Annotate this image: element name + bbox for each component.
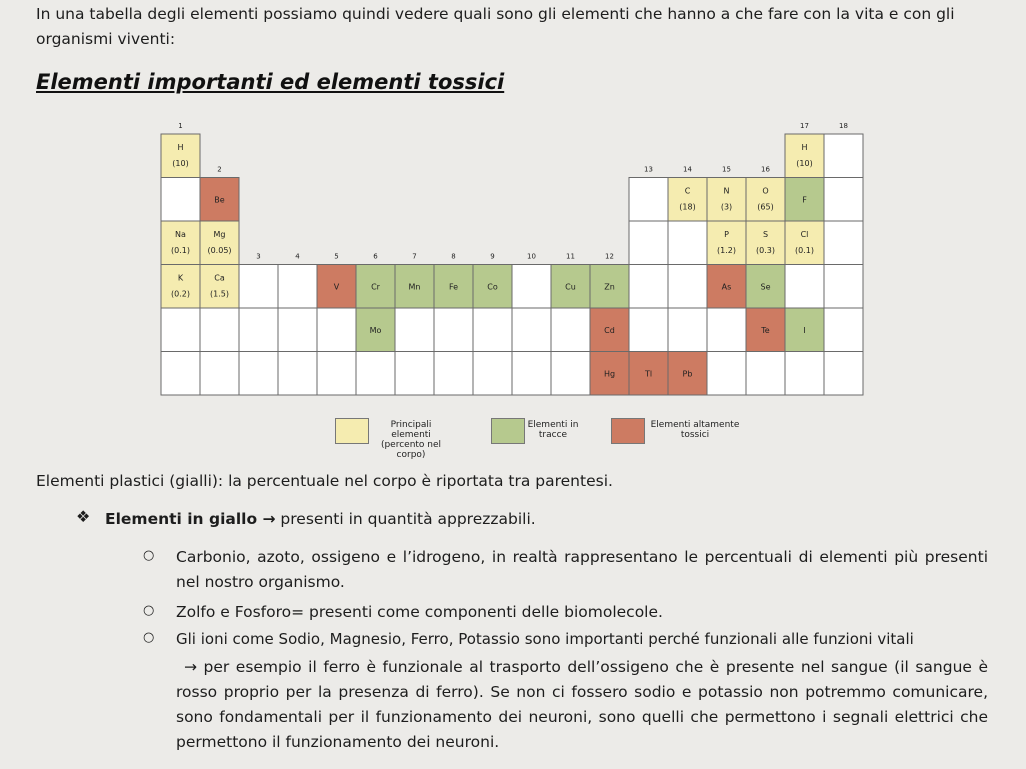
element-cell-h <box>785 134 824 178</box>
group-number-label: 2 <box>217 165 222 174</box>
group-number-label: 9 <box>490 252 495 261</box>
element-symbol: Mg <box>213 230 226 239</box>
group-number-label: 4 <box>295 252 300 261</box>
section-heading: Elementi importanti ed elementi tossici <box>36 70 505 94</box>
element-cell-empty <box>473 308 512 352</box>
element-cell-empty <box>200 308 239 352</box>
group-number-label: 7 <box>412 252 417 261</box>
element-cell-empty <box>824 178 863 222</box>
element-symbol: C <box>684 186 691 196</box>
element-percentage: (18) <box>679 202 696 212</box>
legend-label-toxic: Elementi altamente tossici <box>650 420 740 440</box>
element-cell-empty <box>668 221 707 265</box>
element-symbol: Cd <box>604 325 615 335</box>
element-cell-be <box>200 178 239 222</box>
diamond-bullet-icon: ❖ <box>76 507 91 526</box>
element-cell-f <box>785 178 824 222</box>
element-cell-empty <box>824 134 863 178</box>
element-cell-empty <box>395 308 434 352</box>
intro-paragraph: In una tabella degli elementi possiamo quindi vedere quali sono gli elementi che hanno a che fare con la vita e con gli organismi viventi: <box>36 5 955 48</box>
element-symbol: H <box>801 143 808 152</box>
element-cell-ca <box>200 265 239 309</box>
element-cell-empty <box>395 352 434 396</box>
element-symbol: Se <box>760 282 771 292</box>
element-cell-as <box>707 265 746 309</box>
element-cell-cu <box>551 265 590 309</box>
legend-swatch-toxic <box>611 418 645 444</box>
element-cell-empty <box>629 221 668 265</box>
element-symbol: O <box>762 186 769 196</box>
element-symbol: Cu <box>565 282 576 292</box>
element-cell-fe <box>434 265 473 309</box>
element-cell-empty <box>707 308 746 352</box>
element-percentage: (1.2) <box>717 246 736 255</box>
element-cell-cd <box>590 308 629 352</box>
element-symbol: H <box>177 143 184 152</box>
legend <box>335 418 755 460</box>
element-cell-empty <box>278 265 317 309</box>
element-cell-empty <box>239 308 278 352</box>
element-cell-k <box>161 265 200 309</box>
element-cell-empty <box>707 352 746 396</box>
element-cell-empty <box>824 221 863 265</box>
element-cell-mo <box>356 308 395 352</box>
element-cell-empty <box>629 308 668 352</box>
group-number-label: 3 <box>256 252 261 261</box>
element-cell-empty <box>239 265 278 309</box>
group-number-label: 12 <box>605 252 614 261</box>
circle-bullet-icon: ○ <box>143 603 155 618</box>
element-cell-empty <box>512 308 551 352</box>
element-cell-h <box>161 134 200 178</box>
element-symbol: I <box>803 325 806 335</box>
group-number-label: 18 <box>839 122 848 130</box>
bullet-rest-text: presenti in quantità apprezzabili. <box>275 510 536 528</box>
element-symbol: Mn <box>408 282 421 292</box>
element-symbol: P <box>724 230 729 239</box>
element-cell-empty <box>668 308 707 352</box>
group-number-label: 6 <box>373 252 378 261</box>
element-cell-empty <box>785 265 824 309</box>
element-cell-mg <box>200 221 239 265</box>
element-cell-empty <box>239 352 278 396</box>
element-cell-hg <box>590 352 629 396</box>
legend-swatch-trace <box>491 418 525 444</box>
element-symbol: Fe <box>448 282 459 292</box>
element-cell-empty <box>434 352 473 396</box>
element-cell-v <box>317 265 356 309</box>
element-percentage: (0.05) <box>207 246 232 255</box>
element-cell-empty <box>785 352 824 396</box>
element-cell-te <box>746 308 785 352</box>
group-number-label: 1 <box>178 122 183 130</box>
element-cell-empty <box>434 308 473 352</box>
element-symbol: Na <box>175 230 186 239</box>
element-cell-empty <box>356 352 395 396</box>
legend-swatch-principal <box>335 418 369 444</box>
group-number-label: 11 <box>566 252 575 261</box>
element-symbol: S <box>762 230 769 239</box>
sub-item-ioni: Gli ioni come Sodio, Magnesio, Ferro, Potassio sono importanti perché funzionali alle funzioni vitali <box>176 630 914 648</box>
element-cell-empty <box>512 265 551 309</box>
element-symbol: Mo <box>369 325 382 335</box>
element-cell-empty <box>161 308 200 352</box>
element-cell-s <box>746 221 785 265</box>
element-symbol: Hg <box>603 369 616 379</box>
element-cell-zn <box>590 265 629 309</box>
group-number-label: 15 <box>722 165 731 174</box>
bullet-yellow-elements <box>105 507 536 532</box>
element-symbol: V <box>333 282 340 292</box>
element-symbol: Be <box>214 195 225 205</box>
element-cell-empty <box>629 265 668 309</box>
element-symbol: Zn <box>604 282 615 292</box>
element-cell-pb <box>668 352 707 396</box>
element-percentage: (0.2) <box>171 289 190 299</box>
group-number-label: 17 <box>800 122 809 130</box>
element-percentage: (3) <box>720 202 733 212</box>
element-symbol: As <box>721 282 732 292</box>
element-cell-empty <box>278 308 317 352</box>
element-cell-empty <box>200 352 239 396</box>
element-percentage: (1.5) <box>210 289 229 299</box>
element-cell-cr <box>356 265 395 309</box>
element-cell-n <box>707 178 746 222</box>
element-cell-c <box>668 178 707 222</box>
legend-label-principal: Principali elementi (percento nel corpo) <box>380 420 442 460</box>
element-symbol: Cl <box>800 230 809 239</box>
circle-bullet-icon: ○ <box>143 630 155 645</box>
element-cell-mn <box>395 265 434 309</box>
element-cell-empty <box>512 352 551 396</box>
element-cell-empty <box>317 308 356 352</box>
element-cell-se <box>746 265 785 309</box>
element-cell-o <box>746 178 785 222</box>
element-symbol: Cr <box>371 282 380 292</box>
element-cell-empty <box>824 352 863 396</box>
element-symbol: F <box>802 195 807 205</box>
element-cell-na <box>161 221 200 265</box>
element-cell-empty <box>668 265 707 309</box>
element-cell-tl <box>629 352 668 396</box>
element-cell-empty <box>473 352 512 396</box>
element-cell-co <box>473 265 512 309</box>
element-cell-empty <box>824 265 863 309</box>
element-cell-empty <box>161 178 200 222</box>
element-symbol: Ca <box>214 273 225 283</box>
group-number-label: 13 <box>644 165 653 174</box>
sub-item-carbonio: Carbonio, azoto, ossigeno e l’idrogeno, in realtà rappresentano le percentuali di elementi più presenti nel nostro organismo. <box>176 548 988 591</box>
periodic-table <box>155 108 867 404</box>
element-cell-empty <box>551 308 590 352</box>
element-percentage: (0.3) <box>756 246 775 255</box>
element-symbol: N <box>723 186 730 196</box>
sub-item-ioni-continuation: → per esempio il ferro è funzionale al trasporto dell’ossigeno che è presente nel sangue (il sangue è rosso proprio per la presenza di ferro). Se non ci fossero sodio e potassio non potremmo comunicare, sono fondamentali per il funzionamento dei neuroni, sono quelli che permettono i segnali elettrici che permettono il funzionamento dei neuroni. <box>176 658 988 751</box>
element-percentage: (65) <box>757 202 774 212</box>
element-symbol: Pb <box>682 369 693 379</box>
sub-item-zolfo: Zolfo e Fosforo= presenti come componenti delle biomolecole. <box>176 603 663 621</box>
group-number-label: 14 <box>683 165 692 174</box>
group-number-label: 8 <box>451 252 456 261</box>
element-cell-empty <box>551 352 590 396</box>
bullet-bold-label: Elementi in giallo → <box>105 510 276 528</box>
element-percentage: (0.1) <box>795 246 814 255</box>
element-cell-empty <box>824 308 863 352</box>
element-symbol: K <box>177 273 184 283</box>
element-symbol: Co <box>487 282 498 292</box>
group-number-label: 16 <box>761 165 770 174</box>
element-percentage: (10) <box>796 159 813 168</box>
element-cell-empty <box>317 352 356 396</box>
element-cell-cl <box>785 221 824 265</box>
element-symbol: Tl <box>644 369 653 379</box>
group-number-label: 10 <box>527 252 536 261</box>
element-percentage: (10) <box>172 159 189 168</box>
element-cell-empty <box>629 178 668 222</box>
circle-bullet-icon: ○ <box>143 548 155 563</box>
element-cell-empty <box>746 352 785 396</box>
element-symbol: Te <box>761 325 770 335</box>
element-percentage: (0.1) <box>171 246 190 255</box>
legend-label-trace: Elementi in tracce <box>527 420 579 440</box>
element-cell-p <box>707 221 746 265</box>
element-cell-i <box>785 308 824 352</box>
plastic-elements-note: Elementi plastici (gialli): la percentuale nel corpo è riportata tra parentesi. <box>36 472 613 490</box>
element-cell-empty <box>278 352 317 396</box>
element-cell-empty <box>161 352 200 396</box>
group-number-label: 5 <box>334 252 339 261</box>
